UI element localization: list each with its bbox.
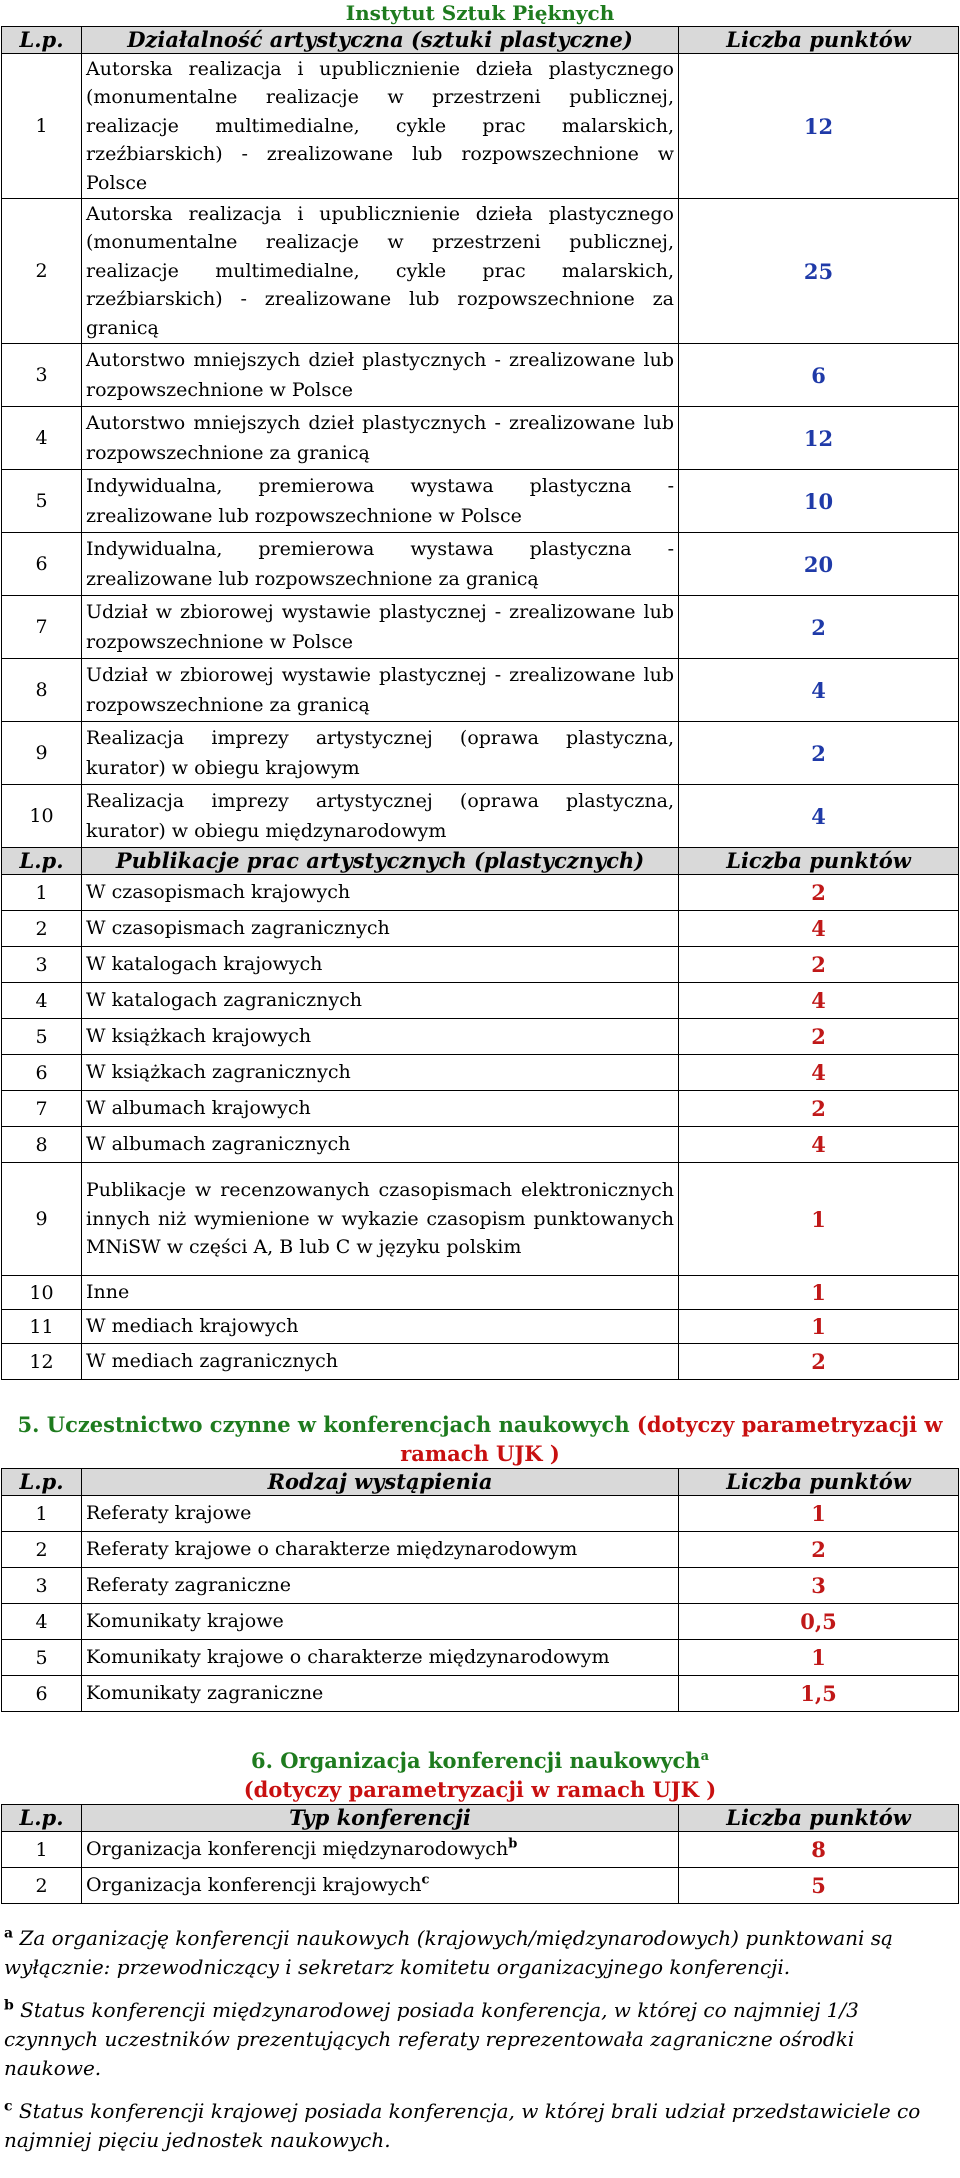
row-points: 2 (679, 947, 959, 983)
row-points: 4 (679, 1127, 959, 1163)
row-description-text: Komunikaty zagraniczne (86, 1682, 324, 1705)
row-points: 4 (679, 983, 959, 1019)
row-description-text: Indywidualna, premierowa wystawa plastyczna - zrealizowane lub rozpowszechnione za granicą (86, 538, 674, 591)
footnote-text: Status konferencji międzynarodowej posiada konferencja, w której co najmniej 1/3 czynnych uczestników prezentujących referaty reprezentowała zagraniczne ośrodki naukowe. (4, 1998, 859, 2081)
row-number: 6 (2, 533, 82, 596)
row-description (82, 1868, 679, 1904)
row-description-text: Organizacja konferencji międzynarodowych (86, 1838, 509, 1861)
row-description (82, 1604, 679, 1640)
footnote-reference: c (421, 1873, 430, 1889)
row-description-text: Realizacja imprezy artystycznej (oprawa plastyczna, kurator) w obiegu międzynarodowym (86, 790, 674, 843)
row-description (82, 1532, 679, 1568)
row-description (82, 983, 679, 1019)
table-row (2, 1310, 959, 1344)
table-row (2, 875, 959, 911)
row-number: 2 (2, 1532, 82, 1568)
row-description-text: Autorska realizacja i upublicznienie dzieła plastycznego (monumentalne realizacje w przestrzeni publicznej, realizacje multimedialne, cykle prac malarskich, rzeźbiarskich) - zrealizowane lub rozpowszechnione za granicą (86, 203, 674, 339)
row-description-text: Organizacja konferencji krajowych (86, 1874, 422, 1897)
table-row (2, 722, 959, 785)
row-description (82, 1019, 679, 1055)
table-row (2, 911, 959, 947)
table-row (2, 1868, 959, 1904)
header-lp: L.p. (2, 1805, 82, 1832)
header-points: Liczba punktów (679, 848, 959, 875)
row-points: 10 (679, 470, 959, 533)
row-points: 1 (679, 1496, 959, 1532)
row-description-text: Indywidualna, premierowa wystawa plastyczna - zrealizowane lub rozpowszechnione w Polsce (86, 475, 674, 528)
row-description-text: Inne (86, 1281, 130, 1304)
conference-organization-table (1, 1804, 959, 1904)
footnote-reference: b (508, 1837, 518, 1853)
table-row (2, 659, 959, 722)
row-number: 7 (2, 596, 82, 659)
row-points: 1 (679, 1163, 959, 1276)
section-6-title-note: (dotyczy parametryzacji w ramach UJK ) (243, 1777, 717, 1803)
row-points: 2 (679, 1091, 959, 1127)
row-points: 2 (679, 722, 959, 785)
row-points: 1 (679, 1640, 959, 1676)
footnote-text: Za organizację konferencji naukowych (krajowych/międzynarodowych) punktowani są wyłącznie: przewodniczący i sekretarz komitetu organizacyjnego konferencji. (4, 1926, 893, 1980)
row-description (82, 785, 679, 848)
row-description (82, 344, 679, 407)
s5-table-header (2, 1469, 959, 1496)
footnote-mark: b (4, 1997, 14, 2014)
row-description (82, 533, 679, 596)
row-points: 4 (679, 911, 959, 947)
footnote-text: Status konferencji krajowej posiada konferencja, w której brali udział przedstawiciele co najmniej pięciu jednostek naukowych. (4, 2099, 921, 2153)
row-number: 11 (2, 1310, 82, 1344)
row-number: 5 (2, 1019, 82, 1055)
row-description-text: Autorstwo mniejszych dzieł plastycznych - zrealizowane lub rozpowszechnione za granicą (86, 412, 674, 465)
row-number: 5 (2, 1640, 82, 1676)
section-5-title-note-2: ramach UJK ) (400, 1441, 560, 1467)
row-description-text: W mediach zagranicznych (86, 1350, 339, 1373)
row-points: 0,5 (679, 1604, 959, 1640)
footnote-c (4, 2097, 956, 2155)
row-number: 10 (2, 785, 82, 848)
section-6-title (0, 1746, 960, 1804)
row-number: 1 (2, 54, 82, 199)
row-number: 2 (2, 1868, 82, 1904)
row-description (82, 659, 679, 722)
header-points: Liczba punktów (679, 27, 959, 54)
row-description-text: W książkach zagranicznych (86, 1061, 351, 1084)
row-description (82, 1055, 679, 1091)
row-description (82, 1496, 679, 1532)
pub-table-header (2, 848, 959, 875)
row-number: 7 (2, 1091, 82, 1127)
row-number: 2 (2, 911, 82, 947)
row-description (82, 1640, 679, 1676)
row-points: 8 (679, 1832, 959, 1868)
header-points: Liczba punktów (679, 1469, 959, 1496)
row-description (82, 1163, 679, 1276)
row-number: 3 (2, 1568, 82, 1604)
table-row (2, 470, 959, 533)
header-conference-type: Typ konferencji (82, 1805, 679, 1832)
table-row (2, 54, 959, 199)
row-description (82, 470, 679, 533)
footnote-mark: c (4, 2098, 13, 2115)
table-row (2, 1676, 959, 1712)
row-points: 2 (679, 1344, 959, 1380)
row-description-text: W albumach krajowych (86, 1097, 311, 1120)
table-row (2, 407, 959, 470)
row-description-text: Komunikaty krajowe (86, 1610, 284, 1633)
header-activity: Działalność artystyczna (sztuki plastyczne) (82, 27, 679, 54)
row-description (82, 722, 679, 785)
row-points: 1,5 (679, 1676, 959, 1712)
row-number: 4 (2, 983, 82, 1019)
row-description (82, 947, 679, 983)
row-points: 4 (679, 785, 959, 848)
row-description-text: Publikacje w recenzowanych czasopismach elektronicznych innych niż wymienione w wykazie czasopism punktowanych MNiSW w części A, B lub C w języku polskim (86, 1179, 674, 1259)
row-description-text: Udział w zbiorowej wystawie plastycznej - zrealizowane lub rozpowszechnione za granicą (86, 664, 674, 717)
row-description (82, 1276, 679, 1310)
table-row (2, 596, 959, 659)
row-number: 10 (2, 1276, 82, 1310)
footnotes (0, 1924, 960, 2155)
row-number: 6 (2, 1676, 82, 1712)
row-number: 9 (2, 1163, 82, 1276)
row-description-text: Referaty krajowe o charakterze międzynarodowym (86, 1538, 578, 1561)
row-number: 12 (2, 1344, 82, 1380)
table-row (2, 785, 959, 848)
pub-rows (2, 875, 959, 1380)
row-number: 3 (2, 947, 82, 983)
header-publications: Publikacje prac artystycznych (plastycznych) (82, 848, 679, 875)
art-rows (2, 54, 959, 848)
table-row (2, 1832, 959, 1868)
row-number: 8 (2, 1127, 82, 1163)
table-row (2, 1127, 959, 1163)
row-number: 3 (2, 344, 82, 407)
row-description (82, 54, 679, 199)
s6-rows (2, 1832, 959, 1904)
row-description (82, 875, 679, 911)
row-points: 2 (679, 596, 959, 659)
footnote-b (4, 1996, 956, 2083)
s5-rows (2, 1496, 959, 1712)
row-number: 1 (2, 1832, 82, 1868)
row-number: 4 (2, 1604, 82, 1640)
row-description (82, 1676, 679, 1712)
art-table-header (2, 27, 959, 54)
row-number: 1 (2, 1496, 82, 1532)
row-description (82, 1091, 679, 1127)
row-number: 4 (2, 407, 82, 470)
row-description (82, 1832, 679, 1868)
table-row (2, 533, 959, 596)
table-row (2, 1091, 959, 1127)
row-description (82, 1310, 679, 1344)
row-points: 1 (679, 1310, 959, 1344)
section-5-title-main: 5. Uczestnictwo czynne w konferencjach naukowych (17, 1412, 630, 1438)
row-points: 4 (679, 1055, 959, 1091)
row-description-text: W mediach krajowych (86, 1315, 299, 1338)
row-description-text: Autorstwo mniejszych dzieł plastycznych - zrealizowane lub rozpowszechnione w Polsce (86, 349, 674, 402)
table-row (2, 1344, 959, 1380)
row-description (82, 407, 679, 470)
table-row (2, 1055, 959, 1091)
row-number: 1 (2, 875, 82, 911)
section-6-title-main: 6. Organizacja konferencji naukowych (250, 1748, 701, 1774)
row-description-text: Referaty zagraniczne (86, 1574, 292, 1597)
row-points: 20 (679, 533, 959, 596)
row-description (82, 1127, 679, 1163)
institute-title: Instytut Sztuk Pięknych (345, 1, 615, 25)
row-points: 5 (679, 1868, 959, 1904)
row-description-text: W albumach zagranicznych (86, 1133, 351, 1156)
row-description-text: W czasopismach krajowych (86, 881, 351, 904)
footnote-mark: a (4, 1925, 14, 1942)
row-points: 12 (679, 54, 959, 199)
row-points: 6 (679, 344, 959, 407)
section-5-title-note: (dotyczy parametryzacji w (636, 1412, 943, 1438)
table-row (2, 1640, 959, 1676)
table-row (2, 1163, 959, 1276)
table-row (2, 983, 959, 1019)
header-lp: L.p. (2, 1469, 82, 1496)
row-description-text: Referaty krajowe (86, 1502, 252, 1525)
row-description-text: W książkach krajowych (86, 1025, 312, 1048)
table-row (2, 1496, 959, 1532)
footnote-a (4, 1924, 956, 1982)
row-description-text: W katalogach krajowych (86, 953, 323, 976)
header-points: Liczba punktów (679, 1805, 959, 1832)
row-number: 9 (2, 722, 82, 785)
table-row (2, 1276, 959, 1310)
row-description-text: W katalogach zagranicznych (86, 989, 363, 1012)
row-points: 2 (679, 1019, 959, 1055)
row-points: 4 (679, 659, 959, 722)
header-lp: L.p. (2, 848, 82, 875)
row-number: 2 (2, 199, 82, 344)
table-row (2, 1604, 959, 1640)
row-description (82, 1344, 679, 1380)
row-points: 1 (679, 1276, 959, 1310)
row-description (82, 596, 679, 659)
row-points: 2 (679, 875, 959, 911)
row-number: 5 (2, 470, 82, 533)
table-row (2, 1019, 959, 1055)
art-activity-table (1, 26, 959, 1380)
section-6-title-sup: a (700, 1749, 710, 1765)
row-number: 8 (2, 659, 82, 722)
row-description-text: W czasopismach zagranicznych (86, 917, 390, 940)
row-description-text: Realizacja imprezy artystycznej (oprawa plastyczna, kurator) w obiegu krajowym (86, 727, 674, 780)
s6-table-header (2, 1805, 959, 1832)
row-number: 6 (2, 1055, 82, 1091)
row-description-text: Komunikaty krajowe o charakterze międzynarodowym (86, 1646, 610, 1669)
table-row (2, 344, 959, 407)
row-description-text: Udział w zbiorowej wystawie plastycznej - zrealizowane lub rozpowszechnione w Polsce (86, 601, 674, 654)
header-lp: L.p. (2, 27, 82, 54)
table-row (2, 199, 959, 344)
row-description-text: Autorska realizacja i upublicznienie dzieła plastycznego (monumentalne realizacje w przestrzeni publicznej, realizacje multimedialne, cykle prac malarskich, rzeźbiarskich) - zrealizowane lub rozpowszechnione w Polsce (86, 58, 674, 194)
row-points: 3 (679, 1568, 959, 1604)
table-row (2, 1532, 959, 1568)
row-description (82, 911, 679, 947)
row-description (82, 199, 679, 344)
conference-participation-table (1, 1468, 959, 1712)
section-5-title (0, 1410, 960, 1468)
table-row (2, 1568, 959, 1604)
header-type: Rodzaj wystąpienia (82, 1469, 679, 1496)
table-row (2, 947, 959, 983)
row-description (82, 1568, 679, 1604)
row-points: 2 (679, 1532, 959, 1568)
row-points: 12 (679, 407, 959, 470)
row-points: 25 (679, 199, 959, 344)
